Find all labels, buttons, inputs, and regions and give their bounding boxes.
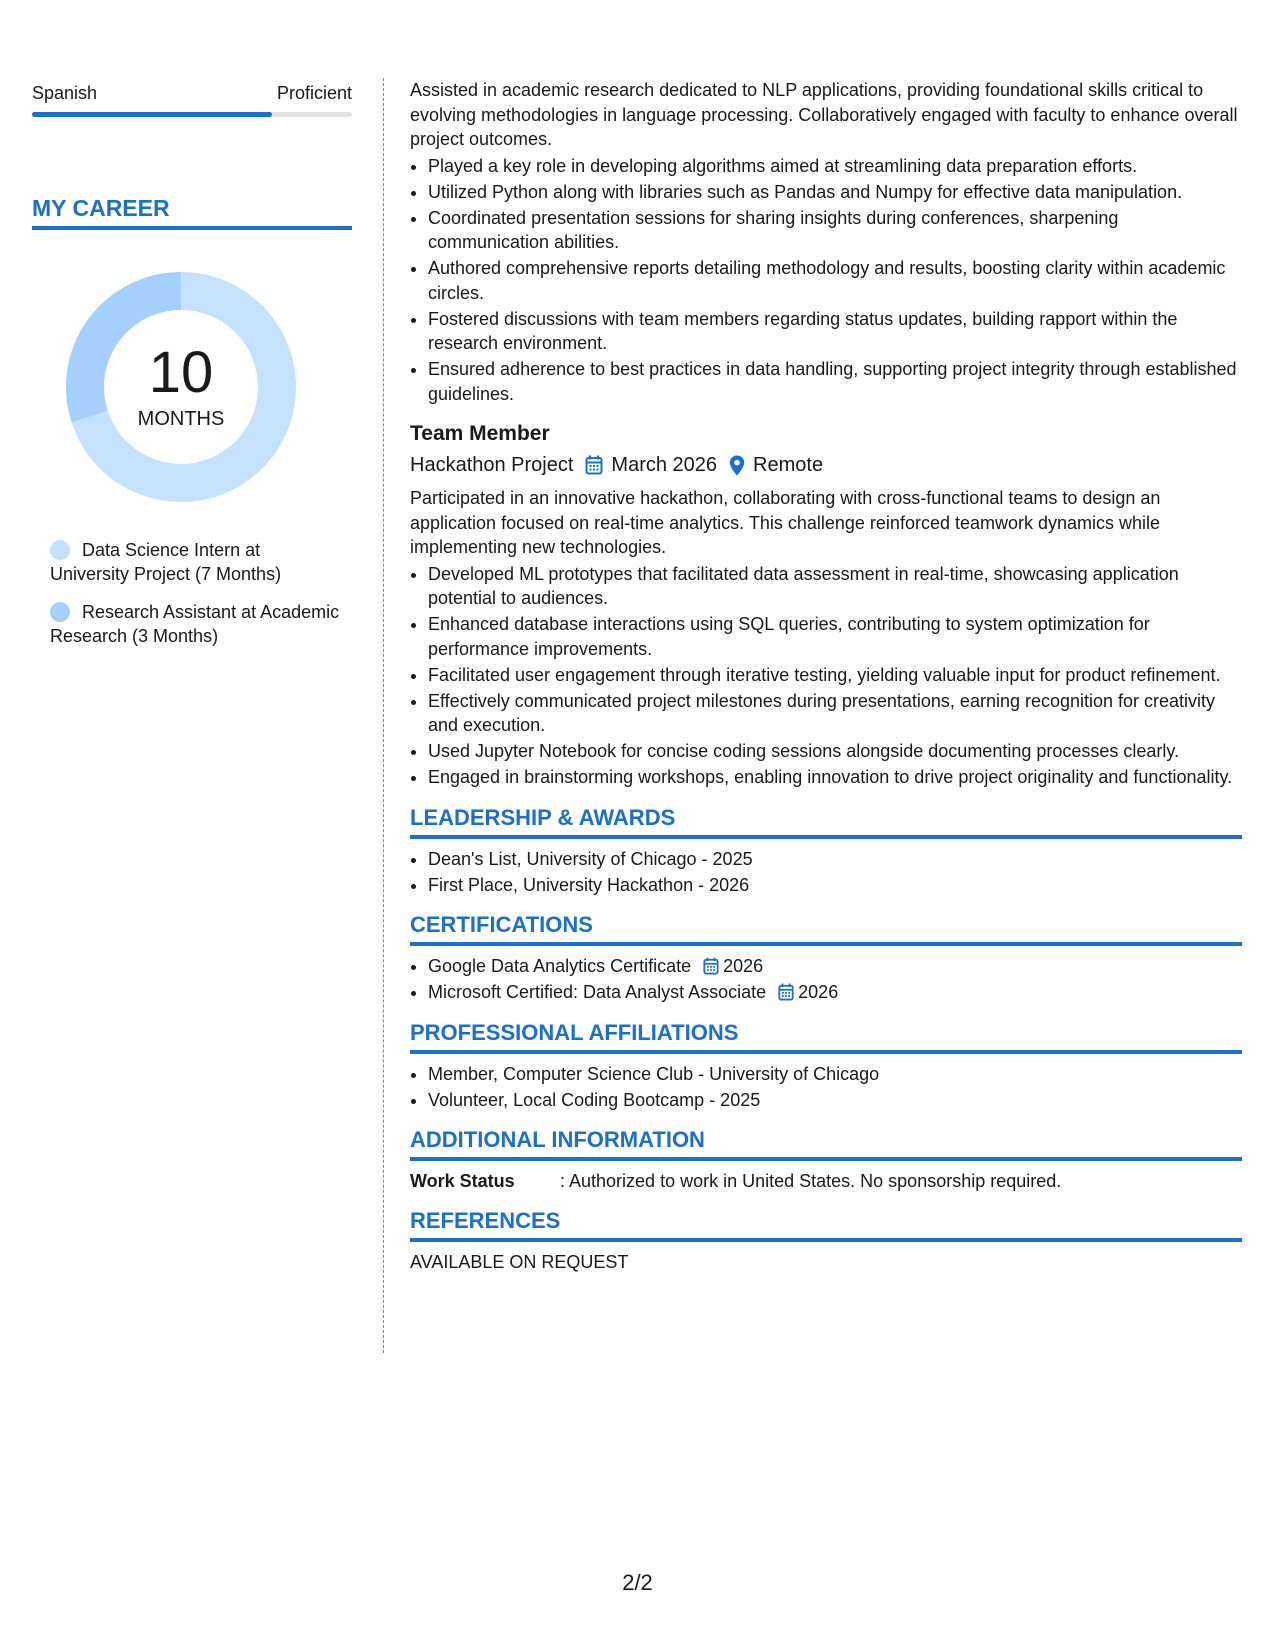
language-level-bar	[32, 112, 352, 117]
legend-dot	[50, 602, 70, 622]
language-level-fill	[32, 112, 272, 117]
experience-intro: Assisted in academic research dedicated to NLP applications, providing foundational skills critical to evolving methodologies in language processing. Collaboratively engaged with faculty to enhance overall project outcomes.	[410, 80, 1238, 149]
certifications-heading: CERTIFICATIONS	[410, 911, 1242, 946]
list-item: • Coordinated presentation sessions for sharing insights during conferences, sharpening communication abilities.	[428, 206, 1242, 255]
list-item: • Authored comprehensive reports detailing methodology and results, boosting clarity within academic circles.	[428, 256, 1242, 305]
affiliations-list	[410, 1062, 1242, 1113]
list-item: • Volunteer, Local Coding Bootcamp - 2025	[428, 1088, 1242, 1113]
career-legend-label: Data Science Intern at University Project (7 Months)	[50, 540, 282, 584]
calendar-icon	[778, 983, 794, 1001]
job-location: Remote	[753, 454, 824, 476]
work-status-label: Work Status	[410, 1171, 515, 1191]
column-divider	[383, 78, 384, 1353]
career-total-unit: MONTHS	[137, 408, 225, 430]
leadership-heading: LEADERSHIP & AWARDS	[410, 804, 1242, 839]
career-legend	[32, 538, 352, 648]
list-item: • Used Jupyter Notebook for concise coding sessions alongside documenting processes clearly.	[428, 739, 1242, 764]
list-item: • Utilized Python along with libraries such as Pandas and Numpy for effective data manipulation.	[428, 180, 1242, 205]
list-item: • Enhanced database interactions using SQL queries, contributing to system optimization for performance improvements.	[428, 612, 1242, 661]
additional-info-heading: ADDITIONAL INFORMATION	[410, 1126, 1242, 1161]
certification-name: • Google Data Analytics Certificate	[428, 956, 692, 976]
certification-year: 2026	[723, 956, 764, 976]
certification-line	[428, 954, 763, 979]
job-meta	[410, 451, 1242, 479]
list-item	[428, 954, 1242, 979]
job-bullets	[410, 562, 1242, 790]
experience-bullets	[410, 154, 1242, 407]
references-text: AVAILABLE ON REQUEST	[410, 1252, 629, 1272]
career-donut-center	[66, 272, 296, 502]
career-donut-chart	[66, 272, 296, 502]
language-name: Spanish	[32, 83, 98, 103]
list-item: • First Place, University Hackathon - 2026	[428, 873, 1242, 898]
list-item: • Engaged in brainstorming workshops, enabling innovation to drive project originality and functionality.	[428, 765, 1242, 790]
list-item: • Developed ML prototypes that facilitated data assessment in real-time, showcasing application potential to audiences.	[428, 562, 1242, 611]
certification-year: 2026	[798, 982, 839, 1002]
career-total-value: 10	[148, 340, 214, 405]
work-status-value: : Authorized to work in United States. No sponsorship required.	[560, 1171, 1062, 1191]
references-heading: REFERENCES	[410, 1207, 1242, 1242]
job-intro: Participated in an innovative hackathon, collaborating with cross-functional teams to design an application focused on real-time analytics. This challenge reinforced teamwork dynamics while implementing new technologies.	[410, 488, 1161, 557]
sidebar	[32, 78, 352, 662]
leadership-list	[410, 847, 1242, 898]
career-legend-item	[50, 600, 340, 648]
job-date: March 2026	[611, 454, 718, 476]
calendar-icon	[585, 455, 603, 475]
page-number: 2/2	[622, 1570, 653, 1595]
certification-line	[428, 980, 838, 1005]
certification-name: • Microsoft Certified: Data Analyst Associate	[428, 982, 767, 1002]
certifications-list	[410, 954, 1242, 1005]
list-item: • Effectively communicated project milestones during presentations, earning recognition for creativity and execution.	[428, 689, 1242, 738]
work-status-row	[410, 1169, 1242, 1193]
list-item: • Fostered discussions with team members regarding status updates, building rapport within the research environment.	[428, 307, 1242, 356]
list-item	[428, 980, 1242, 1005]
job-company: Hackathon Project	[410, 454, 574, 476]
list-item: • Member, Computer Science Club - University of Chicago	[428, 1062, 1242, 1087]
career-legend-item	[50, 538, 340, 586]
language-level: Proficient	[276, 83, 352, 103]
list-item: • Ensured adherence to best practices in data handling, supporting project integrity through established guidelines.	[428, 357, 1242, 406]
main-content	[410, 78, 1242, 1275]
calendar-icon	[703, 957, 719, 975]
location-pin-icon	[729, 455, 745, 476]
legend-dot	[50, 540, 70, 560]
language-row	[32, 78, 352, 104]
career-legend-label: Research Assistant at Academic Research (3 Months)	[50, 602, 340, 646]
affiliations-heading: PROFESSIONAL AFFILIATIONS	[410, 1019, 1242, 1054]
list-item: • Played a key role in developing algorithms aimed at streamlining data preparation efforts.	[428, 154, 1242, 179]
job-title: Team Member	[410, 422, 550, 445]
list-item: • Dean's List, University of Chicago - 2025	[428, 847, 1242, 872]
list-item: • Facilitated user engagement through iterative testing, yielding valuable input for product refinement.	[428, 663, 1242, 688]
career-heading: MY CAREER	[32, 195, 352, 230]
